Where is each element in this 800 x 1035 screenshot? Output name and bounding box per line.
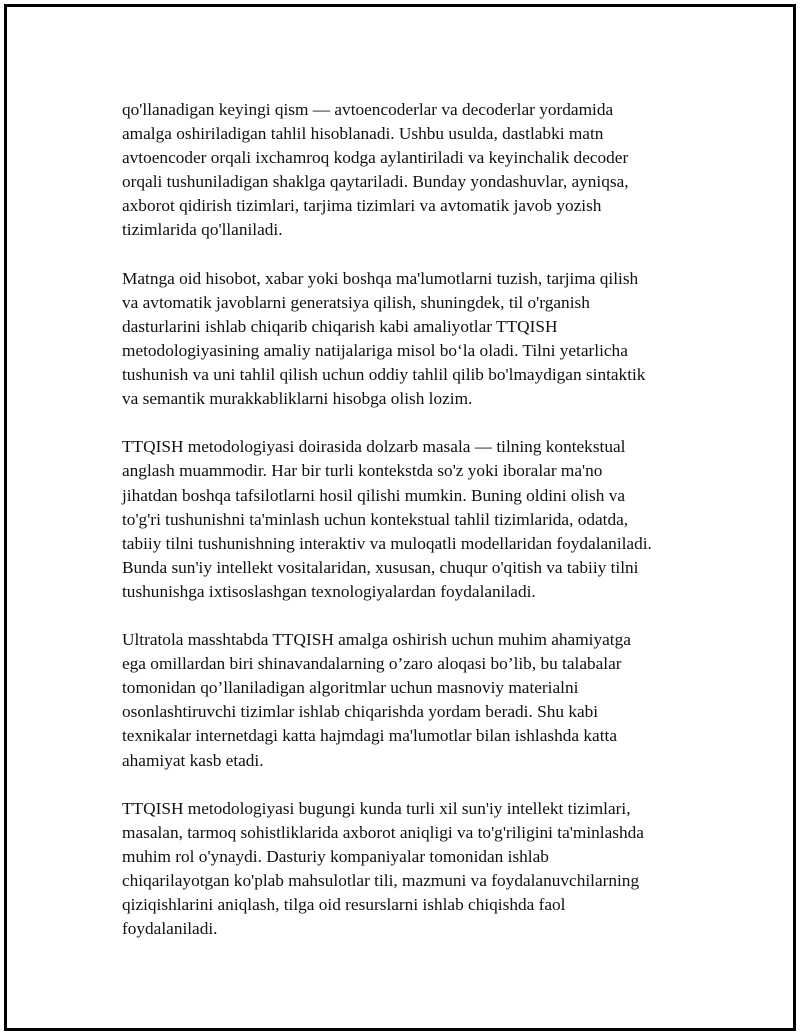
page-frame	[4, 4, 796, 1031]
paragraph-4: Ultratola masshtabda TTQISH amalga oshirish uchun muhim ahamiyatga ega omillardan biri shinavandalarning o’zaro aloqasi bo’lib, bu talabalar tomonidan qo’llaniladigan algoritmlar uchun masnoviy materialni osonlashtiruvchi tizimlar ishlab chiqarishda yordam beradi. Shu kabi texnikalar internetdagi katta hajmdagi ma'lumotlar bilan ishlashda katta ahamiyat kasb etadi.	[122, 630, 631, 770]
paragraph-3: TTQISH metodologiyasi doirasida dolzarb masala — tilning kontekstual anglash muammodir. Har bir turli kontekstda so'z yoki iboralar ma'no jihatdan boshqa tafsilotlarni hosil qilishi mumkin. Buning oldini olish va to'g'ri tushunishni ta'minlash uchun kontekstual tahlil tizimlarida, odatda, tabiiy tilni tushunishning interaktiv va muloqatli modellaridan foydalaniladi. Bunda sun'iy intellekt vositalaridan, xususan, chuqur o'qitish va tabiiy tilni tushunishga ixtisoslashgan texnologiyalardan foydalaniladi.	[122, 437, 652, 601]
document-body	[122, 98, 697, 941]
paragraph-5: TTQISH metodologiyasi bugungi kunda turli xil sun'iy intellekt tizimlari, masalan, tarmoq sohistliklarida axborot aniqligi va to'g'riligini ta'minlashda muhim rol o'ynaydi. Dasturiy kompaniyalar tomonidan ishlab chiqarilayotgan ko'plab mahsulotlar tili, mazmuni va foydalanuvchilarning qiziqishlarini aniqlash, tilga oid resurslarni ishlab chiqishda faol foydalaniladi.	[122, 798, 644, 939]
paragraph-1: qo'llanadigan keyingi qism — avtoencoderlar va decoderlar yordamida amalga oshiriladigan tahlil hisoblanadi. Ushbu usulda, dastlabki matn avtoencoder orqali ixchamroq kodga aylantiriladi va keyinchalik decoder orqali tushuniladigan shaklga qaytariladi. Bunday yondashuvlar, ayniqsa, axborot qidirish tizimlari, tarjima tizimlari va avtomatik javob yozish tizimlarida qo'llaniladi.	[122, 100, 629, 240]
paragraph-2: Matnga oid hisobot, xabar yoki boshqa ma'lumotlarni tuzish, tarjima qilish va avtomatik javoblarni generatsiya qilish, shuningdek, til o'rganish dasturlarini ishlab chiqarib chiqarish kabi amaliyotlar TTQISH metodologiyasining amaliy natijalariga misol bo‘la oladi. Tilni yetarlicha tushunish va uni tahlil qilish uchun oddiy tahlil qilib bo'lmaydigan sintaktik va semantik murakkabliklarni hisobga olish lozim.	[122, 268, 646, 409]
